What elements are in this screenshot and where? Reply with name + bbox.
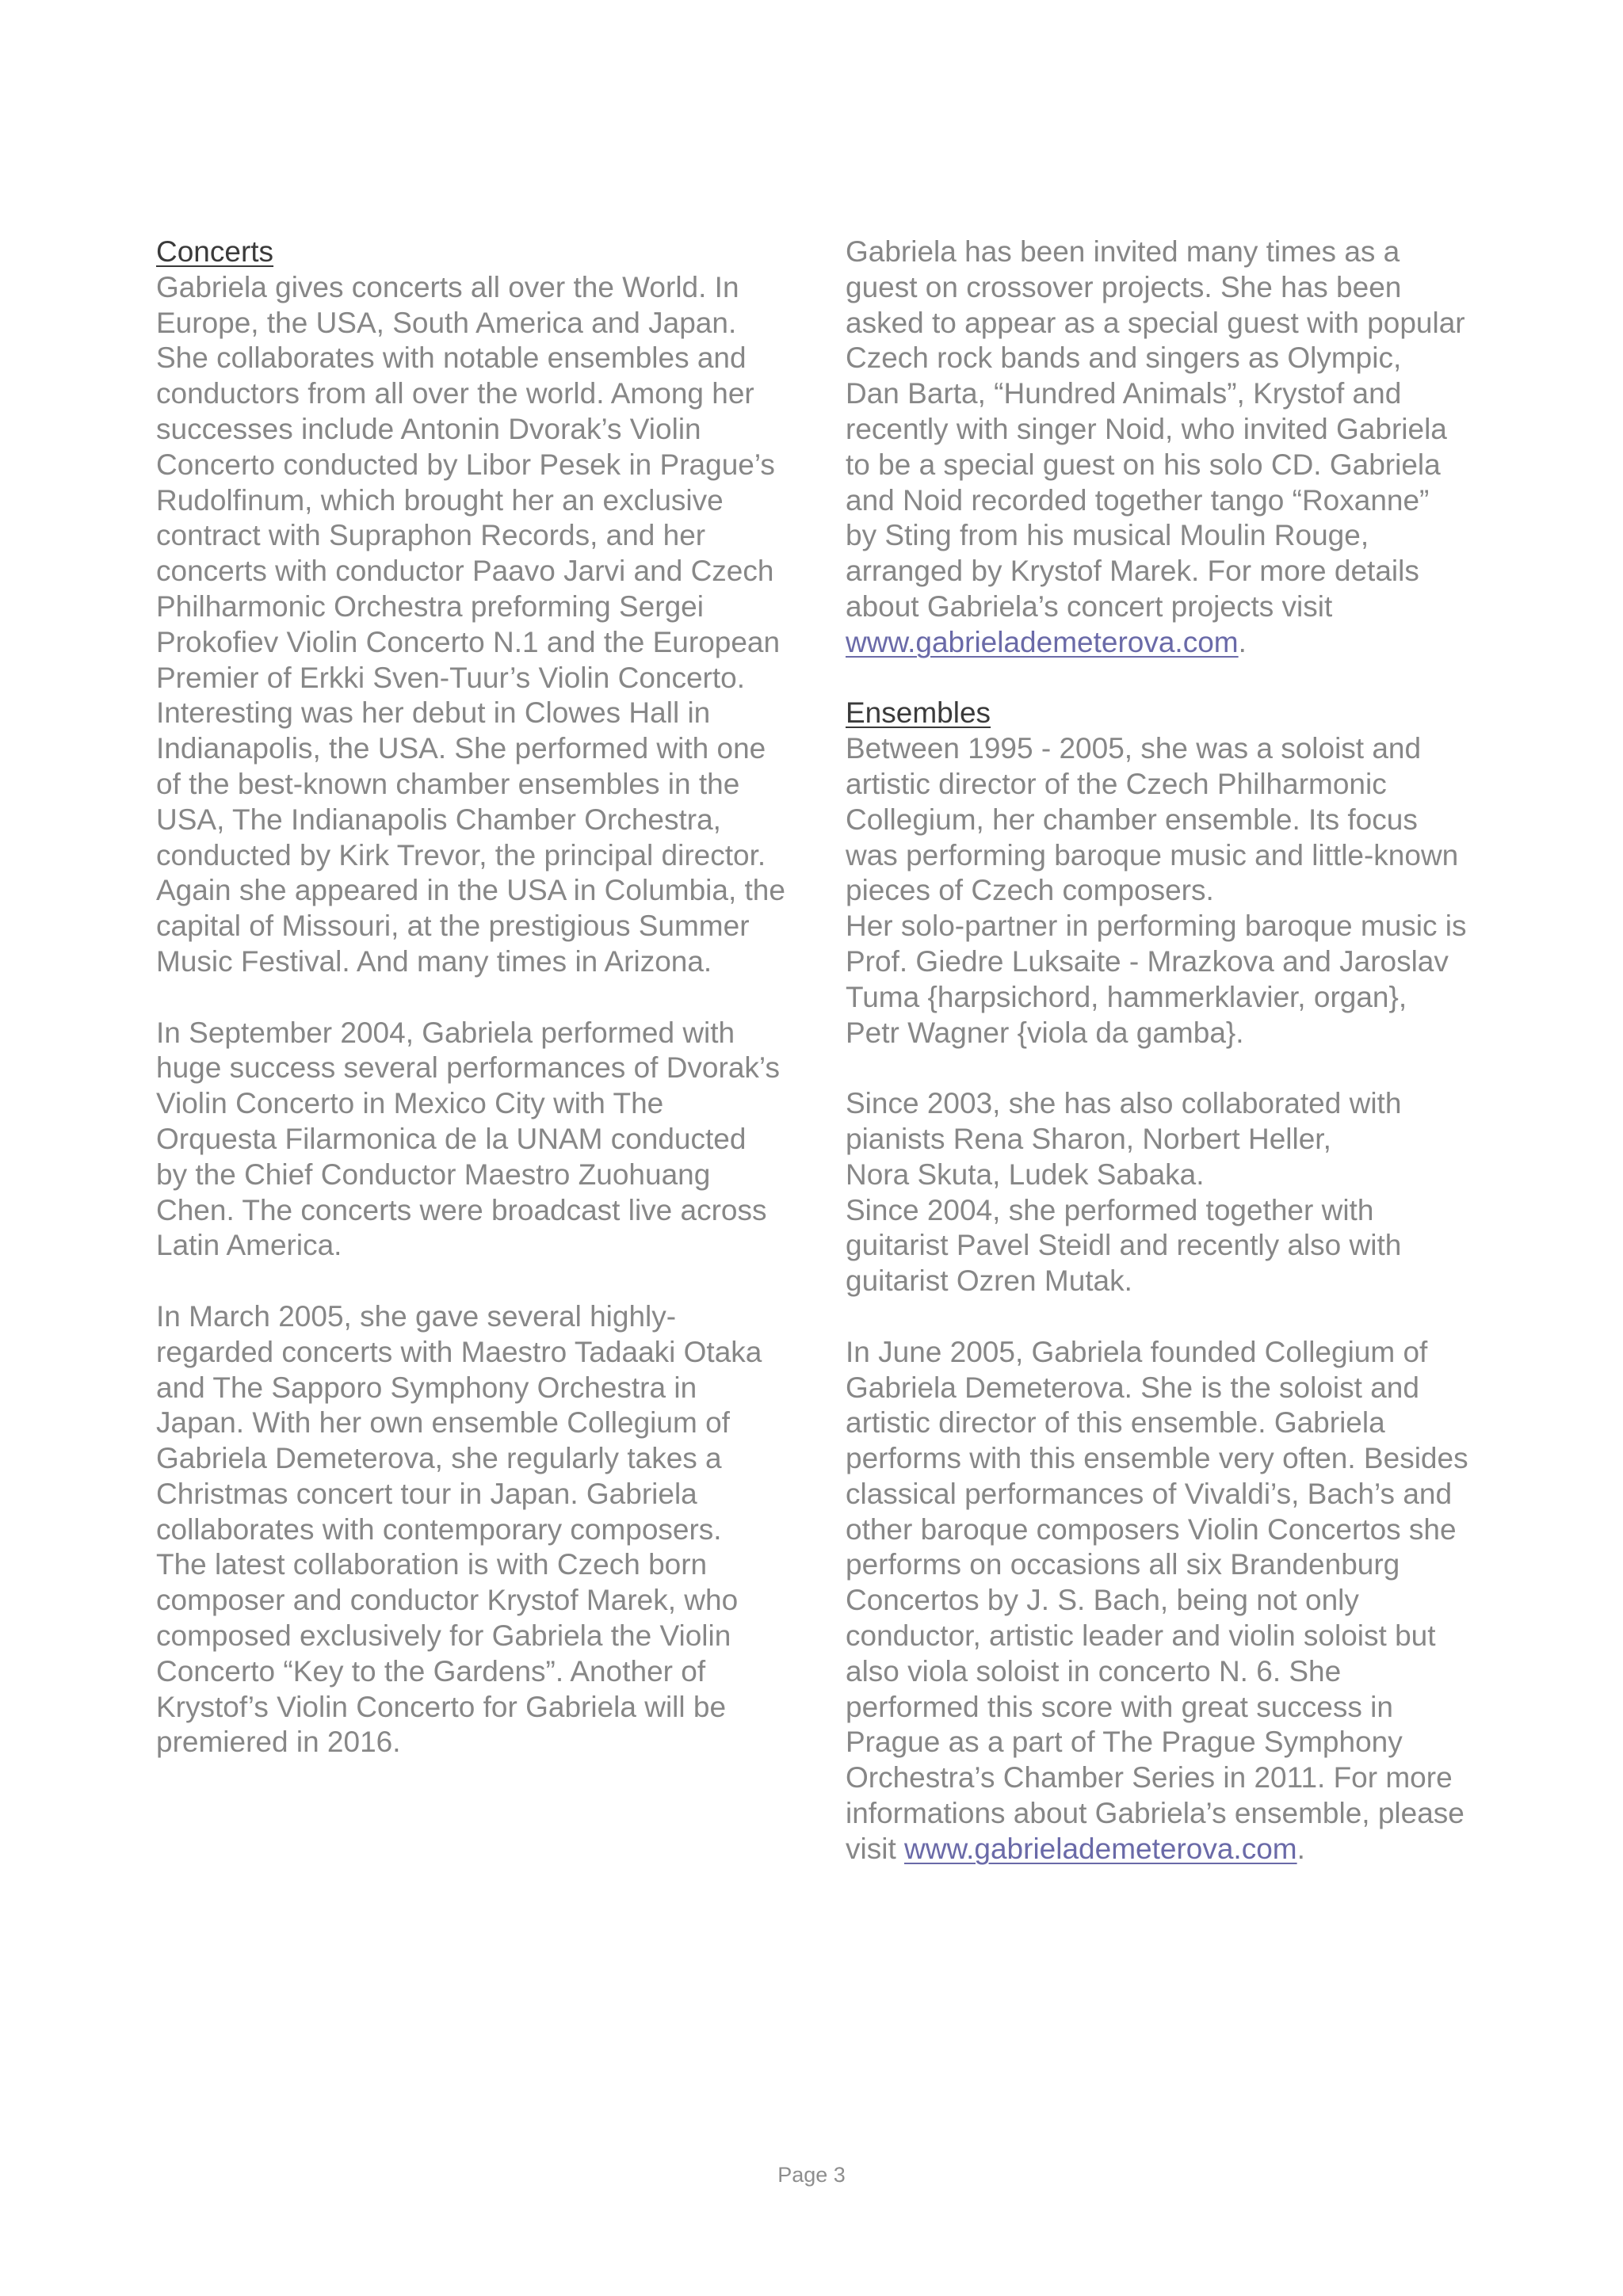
- text-line: Music Festival. And many times in Arizona.: [156, 944, 712, 978]
- text-line-with-link: [846, 1832, 1491, 1867]
- text-line: contract with Supraphon Records, and her: [156, 519, 706, 552]
- text-line: performed this score with great success in: [846, 1690, 1393, 1723]
- text-line: other baroque composers Violin Concertos she: [846, 1512, 1457, 1546]
- text-line: of the best-known chamber ensembles in the: [156, 767, 740, 800]
- crossover-paragraph: [846, 235, 1491, 661]
- text-line: collaborates with contemporary composers.: [156, 1512, 722, 1546]
- text-line: Japan. With her own ensemble Collegium of: [156, 1406, 730, 1440]
- text-line: Philharmonic Orchestra preforming Sergei: [156, 589, 704, 623]
- text-line: Orchestra’s Chamber Series in 2011. For more: [846, 1761, 1453, 1794]
- text-line: artistic director of this ensemble. Gabriela: [846, 1406, 1385, 1440]
- text-line: Indianapolis, the USA. She performed with one: [156, 732, 766, 765]
- text-line: asked to appear as a special guest with popular: [846, 306, 1465, 339]
- text-line: performs on occasions all six Brandenburg: [846, 1548, 1400, 1581]
- text-line: In March 2005, she gave several highly-: [156, 1299, 677, 1333]
- text-line: classical performances of Vivaldi’s, Bach’s and: [846, 1477, 1453, 1510]
- concerts-heading: Concerts: [156, 235, 274, 268]
- ensembles-paragraph-2: [846, 1086, 1491, 1299]
- text-line: Czech rock bands and singers as Olympic,: [846, 341, 1402, 375]
- text-line: conductor, artistic leader and violin soloist but: [846, 1619, 1436, 1653]
- right-column: [846, 235, 1491, 1867]
- text-line: conducted by Kirk Trevor, the principal director.: [156, 838, 766, 871]
- text-line: about Gabriela’s concert projects visit: [846, 589, 1333, 623]
- text-line: Violin Concerto in Mexico City with The: [156, 1087, 664, 1120]
- website-link-concerts[interactable]: www.gabrielademeterova.com: [846, 625, 1239, 658]
- paragraph-gap: [846, 1051, 1491, 1086]
- text-line: performs with this ensemble very often. Besides: [846, 1442, 1468, 1475]
- text-line: pianists Rena Sharon, Norbert Heller,: [846, 1122, 1331, 1155]
- text-line: artistic director of the Czech Philharmonic: [846, 767, 1387, 800]
- ensembles-heading: Ensembles: [846, 696, 991, 730]
- link-suffix: .: [1296, 1832, 1305, 1865]
- text-line: pieces of Czech composers.: [846, 874, 1214, 907]
- text-line: by Sting from his musical Moulin Rouge,: [846, 519, 1369, 552]
- text-line: Premier of Erkki Sven-Tuur’s Violin Concerto.: [156, 661, 746, 694]
- text-line: Since 2004, she performed together with: [846, 1193, 1374, 1226]
- text-line: Tuma {harpsichord, hammerklavier, organ},: [846, 980, 1407, 1013]
- paragraph-gap: [846, 1299, 1491, 1335]
- text-line: conductors from all over the world. Among her: [156, 377, 754, 410]
- text-line: informations about Gabriela’s ensemble, please: [846, 1797, 1465, 1830]
- text-line: Krystof’s Violin Concerto for Gabriela will be: [156, 1690, 727, 1723]
- text-line: huge success several performances of Dvorak’s: [156, 1051, 780, 1085]
- text-line: concerts with conductor Paavo Jarvi and Czech: [156, 555, 774, 588]
- text-line: Dan Barta, “Hundred Animals”, Krystof and: [846, 377, 1402, 410]
- concerts-paragraph-1: [156, 270, 798, 980]
- text-line: Gabriela has been invited many times as a: [846, 235, 1400, 268]
- text-line: composed exclusively for Gabriela the Violin: [156, 1619, 731, 1653]
- text-line: regarded concerts with Maestro Tadaaki Otaka: [156, 1335, 762, 1368]
- ensembles-paragraph-3: [846, 1335, 1491, 1867]
- text-line: Europe, the USA, South America and Japan.: [156, 306, 737, 339]
- text-line: Orquesta Filarmonica de la UNAM conducted: [156, 1122, 747, 1155]
- left-column: [156, 235, 798, 1760]
- text-line: She collaborates with notable ensembles and: [156, 341, 747, 375]
- text-line: guest on crossover projects. She has been: [846, 270, 1402, 303]
- text-line: Gabriela Demeterova. She is the soloist and: [846, 1371, 1419, 1404]
- text-line: In June 2005, Gabriela founded Collegium of: [846, 1335, 1428, 1368]
- text-line: Prague as a part of The Prague Symphony: [846, 1726, 1403, 1759]
- text-line: Latin America.: [156, 1229, 342, 1262]
- text-line: guitarist Pavel Steidl and recently also with: [846, 1229, 1402, 1262]
- text-line: Her solo-partner in performing baroque music is: [846, 910, 1467, 943]
- text-line: Rudolfinum, which brought her an exclusive: [156, 483, 724, 517]
- text-line: Concertos by J. S. Bach, being not only: [846, 1584, 1359, 1617]
- text-line: Gabriela Demeterova, she regularly takes a: [156, 1442, 722, 1475]
- text-line: Prof. Giedre Luksaite - Mrazkova and Jaroslav: [846, 944, 1449, 978]
- text-line: also viola soloist in concerto N. 6. She: [846, 1654, 1342, 1688]
- text-line: Chen. The concerts were broadcast live across: [156, 1193, 767, 1226]
- text-line: capital of Missouri, at the prestigious Summer: [156, 910, 750, 943]
- text-line: Collegium, her chamber ensemble. Its focus: [846, 803, 1418, 836]
- text-line: Gabriela gives concerts all over the World. In: [156, 270, 739, 303]
- concerts-paragraph-3: [156, 1299, 798, 1760]
- text-line: Interesting was her debut in Clowes Hall in: [156, 696, 711, 730]
- text-line: to be a special guest on his solo CD. Gabriela: [846, 448, 1441, 481]
- text-line: Concerto “Key to the Gardens”. Another of: [156, 1654, 706, 1688]
- text-line-with-link: [846, 625, 1491, 661]
- concerts-paragraph-2: [156, 1016, 798, 1264]
- text-line: USA, The Indianapolis Chamber Orchestra,: [156, 803, 721, 836]
- text-line: guitarist Ozren Mutak.: [846, 1264, 1132, 1298]
- text-line: Again she appeared in the USA in Columbia, the: [156, 874, 785, 907]
- text-line: and Noid recorded together tango “Roxanne”: [846, 483, 1430, 517]
- text-line: was performing baroque music and little-known: [846, 838, 1459, 871]
- text-line: composer and conductor Krystof Marek, who: [156, 1584, 739, 1617]
- text-line: Christmas concert tour in Japan. Gabriela: [156, 1477, 697, 1510]
- website-link-ensemble[interactable]: www.gabrielademeterova.com: [904, 1832, 1297, 1865]
- link-prefix: visit: [846, 1832, 904, 1865]
- paragraph-gap: [156, 980, 798, 1016]
- text-line: Since 2003, she has also collaborated with: [846, 1087, 1402, 1120]
- text-line: recently with singer Noid, who invited Gabriela: [846, 412, 1447, 445]
- text-line: arranged by Krystof Marek. For more details: [846, 555, 1419, 588]
- paragraph-gap: [156, 1264, 798, 1299]
- text-line: by the Chief Conductor Maestro Zuohuang: [156, 1158, 711, 1191]
- text-line: successes include Antonin Dvorak’s Violin: [156, 412, 701, 445]
- page-number: Page 3: [777, 2163, 846, 2187]
- text-line: Nora Skuta, Ludek Sabaka.: [846, 1158, 1205, 1191]
- paragraph-gap: [846, 661, 1491, 696]
- text-line: Petr Wagner {viola da gamba}.: [846, 1016, 1244, 1049]
- link-suffix: .: [1238, 625, 1247, 658]
- text-line: In September 2004, Gabriela performed with: [156, 1016, 735, 1049]
- text-line: Between 1995 - 2005, she was a soloist and: [846, 732, 1422, 765]
- text-line: The latest collaboration is with Czech born: [156, 1548, 708, 1581]
- text-line: premiered in 2016.: [156, 1726, 401, 1759]
- ensembles-paragraph-1: [846, 731, 1491, 1051]
- text-line: and The Sapporo Symphony Orchestra in: [156, 1371, 697, 1404]
- text-line: Concerto conducted by Libor Pesek in Prague’s: [156, 448, 775, 481]
- text-line: Prokofiev Violin Concerto N.1 and the European: [156, 625, 781, 658]
